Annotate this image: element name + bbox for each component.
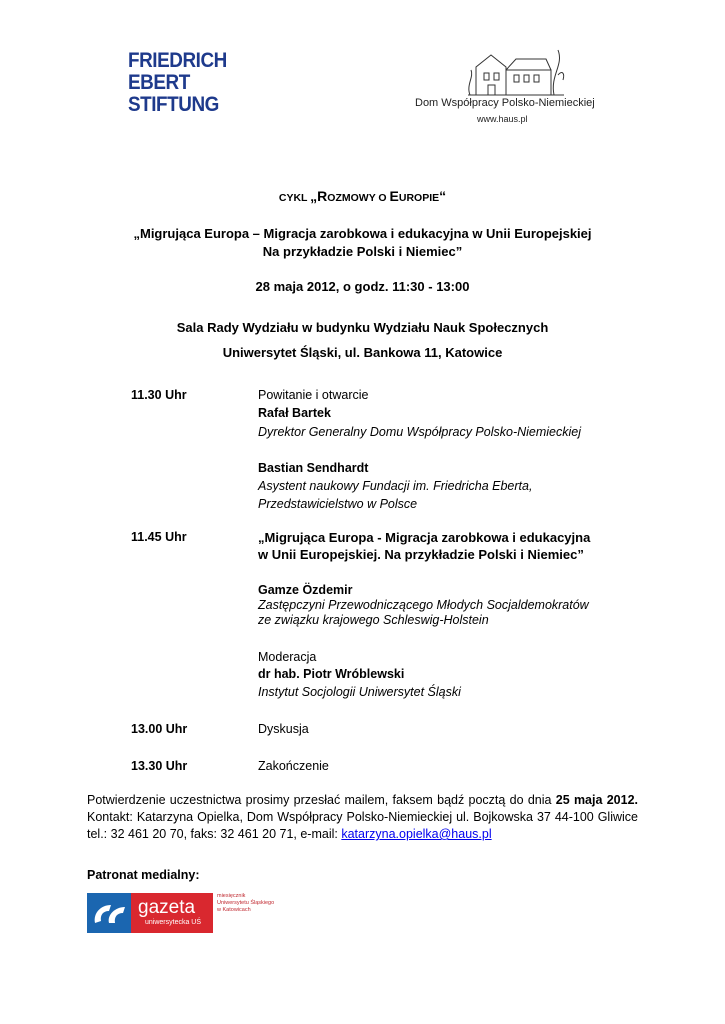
program-item-title: w Unii Europejskiej. Na przykładzie Polski i Niemiec” [258,547,584,562]
cycle-close-quote: “ [439,188,447,204]
venue-line1: Sala Rady Wydziału w budynku Wydziału Nauk Społecznych [176,320,549,335]
speaker-role: ze związku krajowego Schleswig-Holstein [258,613,489,627]
haus-url: www.haus.pl [477,114,528,124]
fes-logo-line: STIFTUNG [128,93,219,116]
haus-name: Dom Współpracy Polsko-Niemieckiej [415,97,595,109]
time-1330: 13.30 Uhr [131,759,188,773]
confirmation-deadline: 25 maja 2012. [555,793,638,807]
fes-logo-line: FRIEDRICH [128,49,227,72]
program-item-title: Dyskusja [258,722,309,736]
cycle-europie-rest: UROPIE [398,192,440,204]
moderation-label: Moderacja [258,650,317,664]
venue-line2: Uniwersytet Śląski, ul. Bankowa 11, Katowice [222,345,503,360]
cycle-title [0,188,725,204]
media-patron-label: Patronat medialny: [87,868,200,882]
gazeta-sub: uniwersytecka UŚ [145,919,202,926]
moderator-role: Instytut Socjologii Uniwersytet Śląski [258,685,461,699]
moderator-name: dr hab. Piotr Wróblewski [258,667,405,681]
speaker-role: Zastępczyni Przewodniczącego Młodych Socjaldemokratów [258,598,589,612]
confirmation-before: Potwierdzenie uczestnictwa prosimy przesłać mailem, faksem bądź pocztą do dnia [87,793,556,807]
fes-logo-line: EBERT [128,71,190,94]
speaker-role: Przedstawicielstwo w Polsce [258,497,418,511]
time-1145: 11.45 Uhr [131,530,187,544]
cycle-prefix: CYKL [278,192,311,204]
fes-logo [128,50,244,118]
cycle-e: E [389,188,399,204]
confirmation-text [87,792,638,843]
gazeta-logo-mark [87,893,131,933]
gazeta-side-text: miesięcznik Uniwersytetu Śląskiego w Katowicach [217,893,275,913]
speaker-role: Dyrektor Generalny Domu Współpracy Polsko-Niemieckiej [258,425,582,439]
email-link[interactable]: katarzyna.opielka@haus.pl [341,827,492,841]
cycle-ozmowy: OZMOWY O [327,192,390,204]
program-item-title: Zakończenie [258,759,329,773]
cycle-r: R [317,188,328,204]
cycle-open-quote: „ [310,188,318,204]
time-1130: 11.30 Uhr [131,388,187,402]
haus-building-icon [466,45,566,100]
time-1300: 13.00 Uhr [131,722,188,736]
event-subtitle-line2: Na przykładzie Polski i Niemiec” [262,244,463,259]
speaker-role: Asystent naukowy Fundacji im. Friedricha Eberta, [258,479,533,493]
speaker-name: Bastian Sendhardt [258,461,369,475]
gazeta-us-icon [87,893,131,933]
event-date: 28 maja 2012, o godz. 11:30 - 13:00 [255,279,470,294]
event-subtitle-line1: „Migrująca Europa – Migracja zarobkowa i edukacyjna w Unii Europejskiej [133,226,592,241]
speaker-name: Rafał Bartek [258,406,331,420]
program-item-title: „Migrująca Europa - Migracja zarobkowa i edukacyjna [258,530,591,545]
program-item-title: Powitanie i otwarcie [258,388,369,402]
confirmation-contact: Kontakt: Katarzyna Opielka, Dom Współpracy Polsko-Niemieckiej ul. Bojkowska 37 44-100 Gliwice tel.: 32 461 20 70, faks: 32 461 20 71, e-mail: [87,810,638,841]
gazeta-word: gazeta [138,897,196,918]
speaker-name: Gamze Özdemir [258,583,353,597]
